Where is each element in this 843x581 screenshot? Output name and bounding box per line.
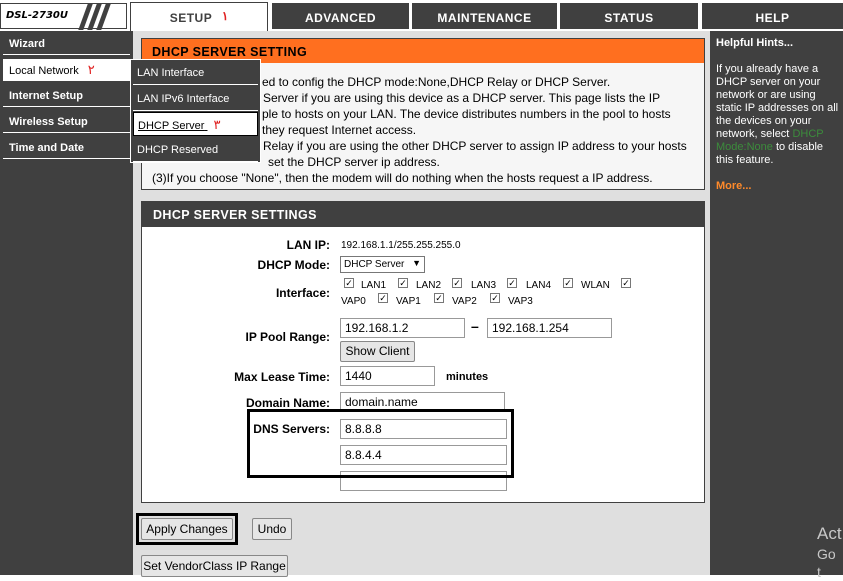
left-navigation: [0, 31, 133, 575]
checkbox-label: VAP0: [341, 296, 366, 307]
sidebar-item-time-and-date[interactable]: [3, 137, 130, 159]
submenu-item-label: DHCP Server: [138, 120, 205, 132]
sidebar-item-wireless-setup[interactable]: [3, 111, 130, 133]
set-vendorclass-ip-range-button[interactable]: Set VendorClass IP Range: [141, 555, 288, 577]
lan-ip-label: LAN IP:: [286, 238, 330, 252]
interface-label: Interface:: [275, 286, 330, 300]
dhcp-mode-select[interactable]: [340, 256, 425, 273]
checkbox-label: LAN1: [361, 280, 387, 291]
sidebar-item-label: Time and Date: [9, 142, 84, 154]
tab-advanced[interactable]: [272, 3, 409, 29]
submenu-item-label: DHCP Reserved: [137, 144, 219, 156]
ip-range-separator: –: [471, 318, 479, 334]
submenu-item-label: LAN IPv6 Interface: [137, 93, 230, 105]
hints-text: If you already have a DHCP server on your network or are using static IP addresses on all the devices on your network, select: [716, 63, 839, 140]
checkbox-label: WLAN: [581, 280, 610, 291]
annotation-mark: ١: [221, 9, 229, 23]
sidebar-item-internet-setup[interactable]: [3, 85, 130, 107]
hints-text: to disable this feature.: [716, 141, 824, 166]
max-lease-time-label: Max Lease Time:: [234, 370, 330, 384]
sidebar-item-label: Local Network: [9, 65, 79, 77]
submenu-item-dhcp-server[interactable]: [133, 112, 258, 136]
checkbox-lan2[interactable]: ✓: [399, 278, 407, 288]
hints-mode-link[interactable]: DHCP Mode:None: [716, 128, 824, 153]
section-title: DHCP SERVER SETTING: [142, 39, 704, 63]
dhcp-mode-label: DHCP Mode:: [257, 258, 330, 272]
tab-help-label: HELP: [755, 11, 790, 25]
sidebar-item-local-network[interactable]: [3, 59, 130, 81]
helpful-hints-panel: [712, 33, 841, 197]
checkbox-lan3[interactable]: ✓: [453, 278, 461, 288]
sidebar-item-label: Wireless Setup: [9, 116, 88, 128]
description-line: set the DHCP server ip address.: [268, 155, 440, 169]
ip-pool-range-label: IP Pool Range:: [245, 330, 330, 344]
submenu-item-lan-interface[interactable]: [133, 61, 258, 85]
description-line: they request Internet access.: [262, 123, 417, 137]
chevron-down-icon: ▼: [412, 258, 421, 268]
dns-server-1-input[interactable]: 8.8.8.8: [340, 419, 507, 439]
tab-status[interactable]: [560, 3, 698, 29]
local-network-submenu: [130, 59, 261, 163]
description-line: ed to config the DHCP mode:None,DHCP Relay or DHCP Server.: [262, 75, 611, 89]
section-title: DHCP SERVER SETTINGS: [141, 201, 705, 227]
sidebar-item-label: Wizard: [9, 38, 45, 50]
submenu-item-dhcp-reserved[interactable]: [133, 138, 258, 162]
sidebar-item-wizard[interactable]: [3, 33, 130, 55]
ip-pool-start-input[interactable]: 192.168.1.2: [340, 318, 465, 338]
lan-ip-value: 192.168.1.1/255.255.255.0: [341, 240, 461, 251]
annotation-mark: ٣: [213, 117, 221, 132]
checkbox-vap1[interactable]: ✓: [379, 293, 387, 303]
minutes-unit: minutes: [446, 371, 489, 383]
checkbox-label: VAP2: [452, 296, 477, 307]
tab-help[interactable]: [702, 3, 843, 29]
annotation-mark: ٢: [87, 62, 95, 77]
checkbox-label: VAP1: [396, 296, 421, 307]
more-link[interactable]: More...: [716, 180, 752, 192]
show-client-button[interactable]: Show Client: [340, 341, 415, 362]
submenu-item-label: LAN Interface: [137, 67, 205, 79]
tab-status-label: STATUS: [604, 11, 654, 25]
checkbox-vap3[interactable]: ✓: [491, 293, 499, 303]
watermark-line: Act: [817, 524, 842, 543]
dns-servers-label: DNS Servers:: [253, 422, 330, 436]
domain-name-label: Domain Name:: [245, 396, 330, 410]
checkbox-label: LAN2: [416, 280, 442, 291]
dns-server-2-input[interactable]: 8.8.4.4: [340, 445, 507, 465]
model-name: DSL-2730U: [6, 10, 68, 21]
description-line: Relay if you are using the other DHCP server to assign IP address to your hosts: [263, 139, 687, 153]
hints-title: Helpful Hints...: [716, 37, 793, 49]
activation-watermark: [817, 522, 843, 581]
description-line: Server if you are using this device as a DHCP server. This page lists the IP: [263, 91, 661, 105]
submenu-item-lan-ipv6-interface[interactable]: [133, 87, 258, 111]
checkbox-lan4[interactable]: ✓: [508, 278, 516, 288]
checkbox-wlan[interactable]: ✓: [564, 278, 572, 288]
domain-name-input[interactable]: domain.name: [340, 392, 505, 412]
ip-pool-end-input[interactable]: 192.168.1.254: [487, 318, 612, 338]
tab-setup-label: SETUP: [169, 11, 212, 25]
checkbox-label: LAN4: [526, 280, 552, 291]
description-line: ple to hosts on your LAN. The device distributes numbers in the pool to hosts: [262, 107, 671, 121]
checkbox-vap2[interactable]: ✓: [435, 293, 443, 303]
tab-setup[interactable]: [130, 2, 268, 31]
watermark-line: Go t: [817, 546, 836, 580]
checkbox-label: LAN3: [471, 280, 497, 291]
product-logo: [0, 3, 127, 29]
sidebar-item-label: Internet Setup: [9, 90, 83, 102]
tab-maintenance-label: MAINTENANCE: [437, 11, 532, 25]
hints-body: [716, 63, 840, 167]
tab-maintenance[interactable]: [412, 3, 557, 29]
dns-highlight-box: [247, 409, 514, 478]
checkbox-lan1[interactable]: ✓: [345, 278, 353, 288]
apply-changes-button[interactable]: Apply Changes: [141, 518, 233, 540]
dhcp-mode-value: DHCP Server: [344, 259, 405, 270]
checkbox-vap0[interactable]: ✓: [622, 278, 630, 288]
max-lease-time-input[interactable]: 1440: [340, 366, 435, 386]
undo-button[interactable]: Undo: [252, 518, 292, 540]
tab-advanced-label: ADVANCED: [304, 11, 377, 25]
description-line: (3)If you choose "None", then the modem will do nothing when the hosts request a IP address.: [152, 171, 653, 185]
checkbox-label: VAP3: [508, 296, 533, 307]
